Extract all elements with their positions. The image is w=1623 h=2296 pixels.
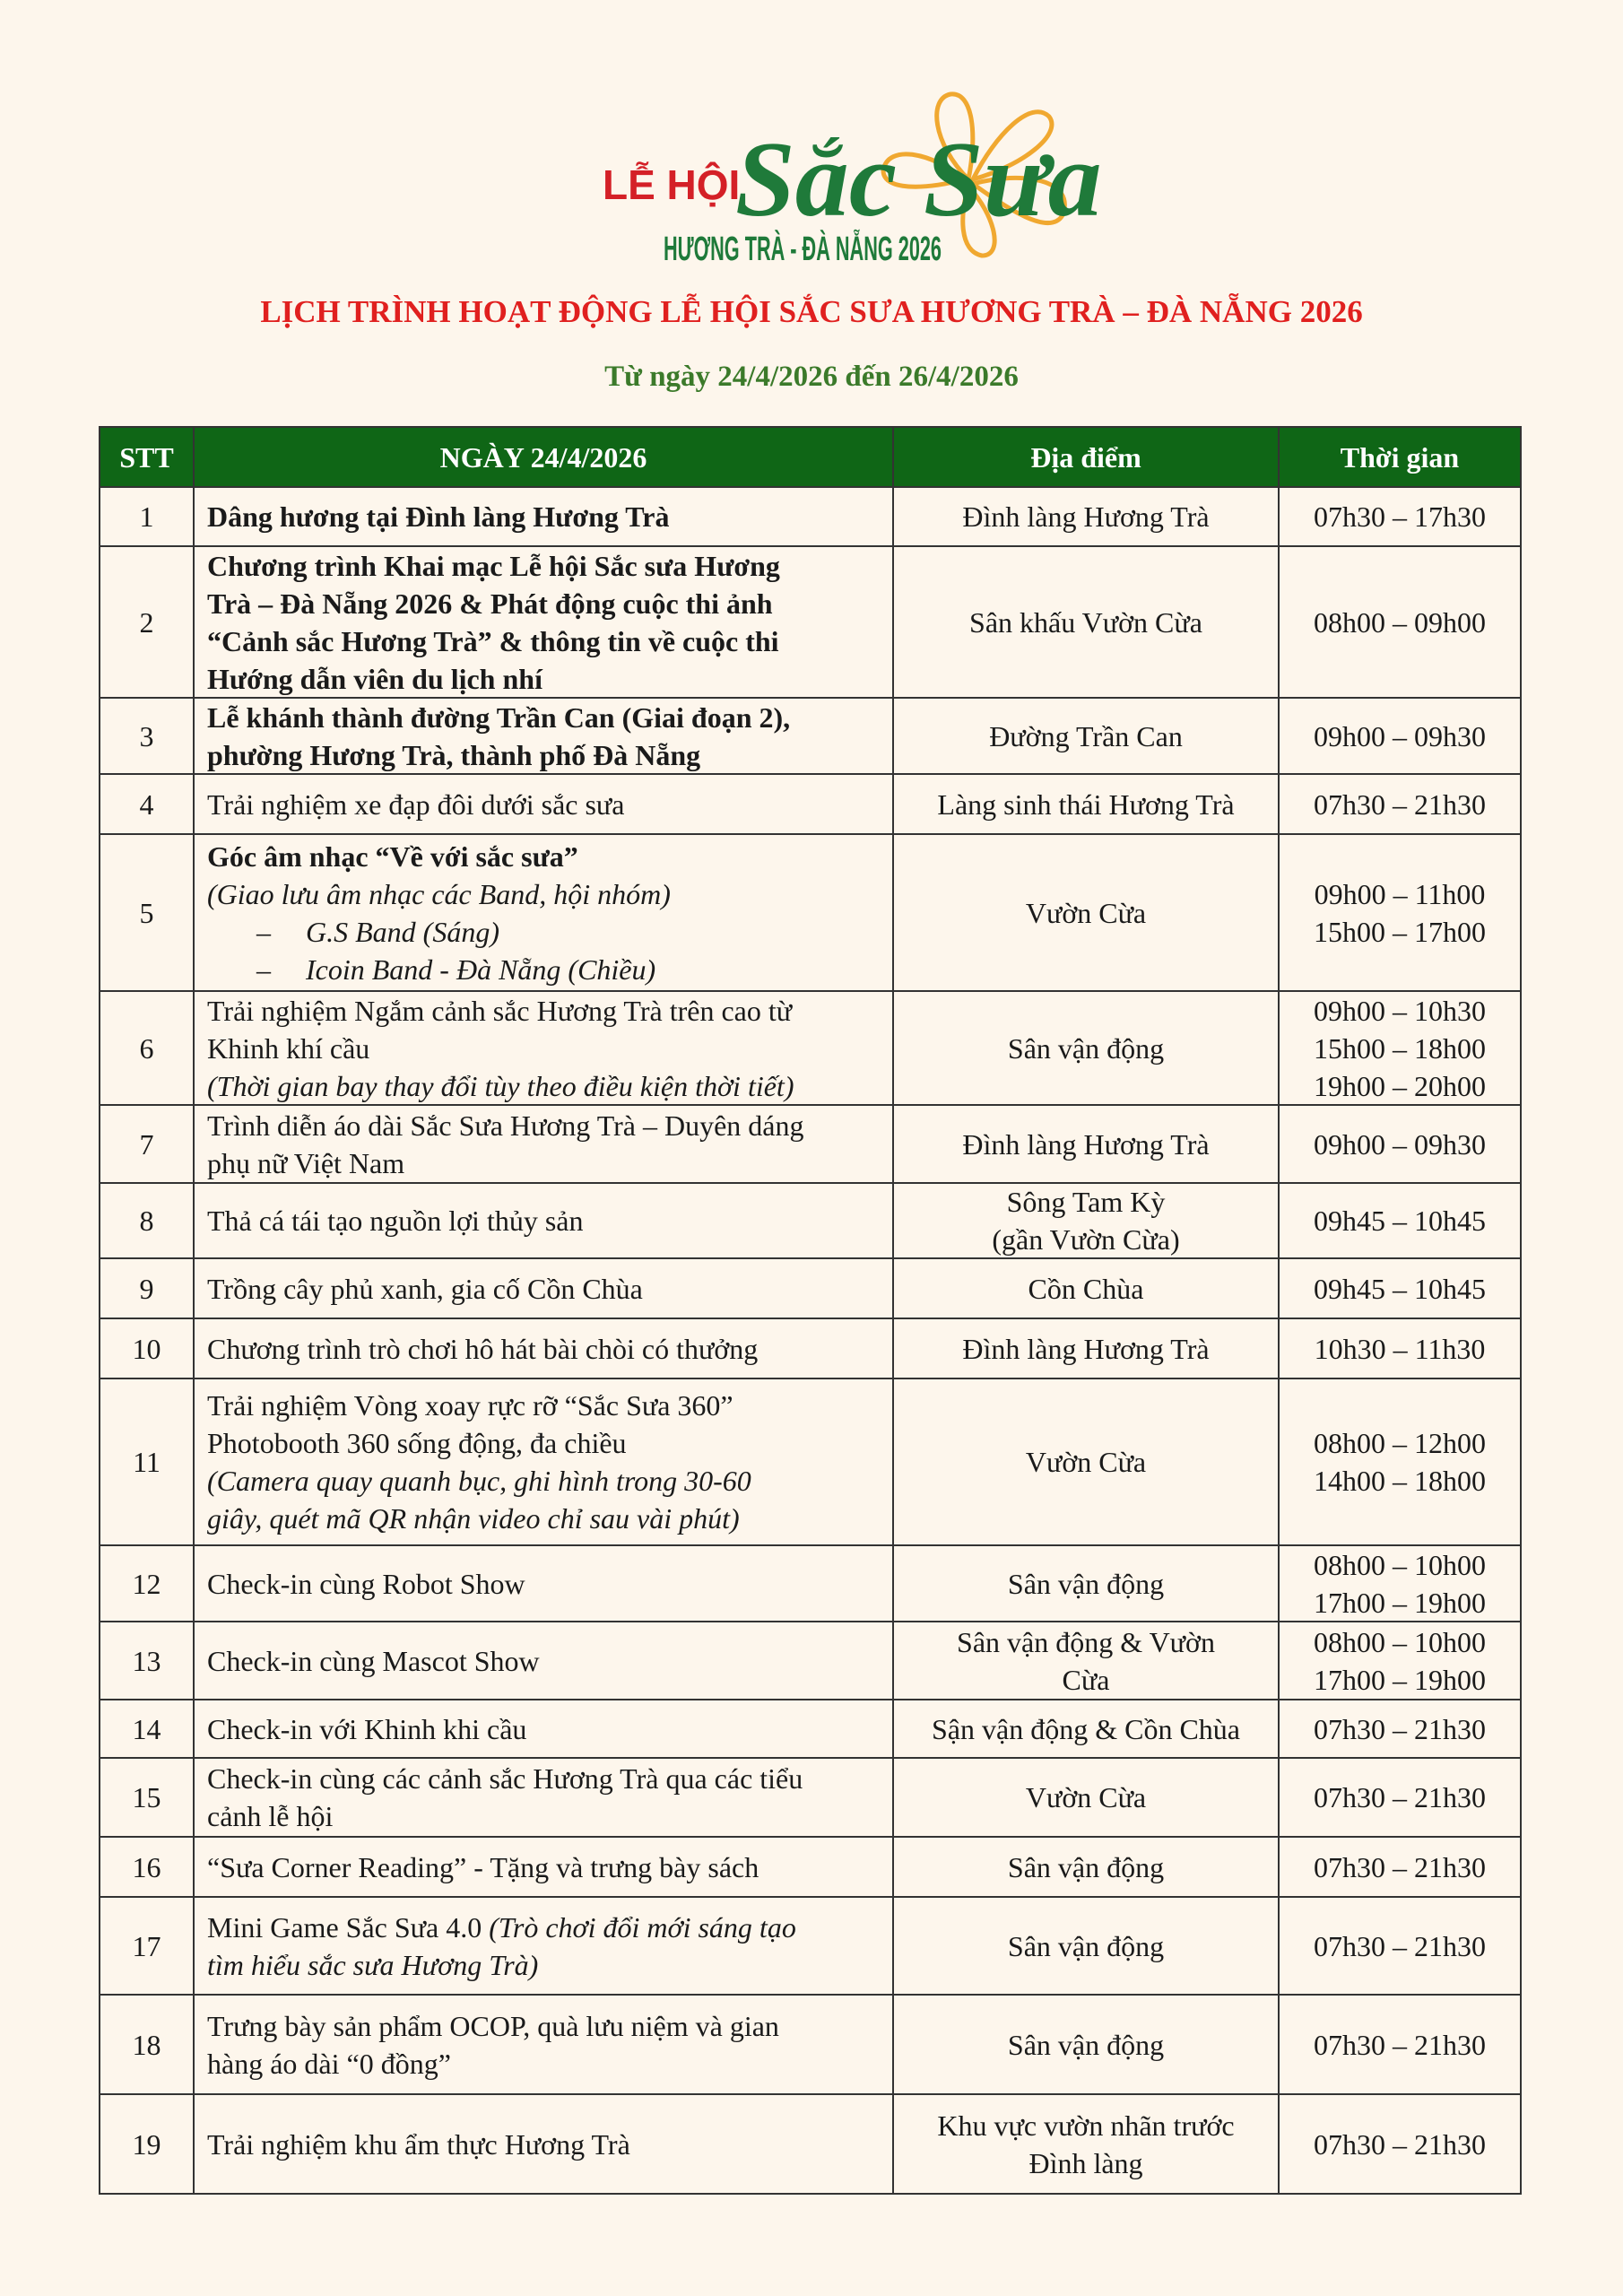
- time-range: 07h30 – 21h30: [1314, 2127, 1486, 2161]
- schedule-table: [99, 426, 1522, 2195]
- activity-cell: [193, 1759, 892, 1836]
- activity-line: [207, 1909, 880, 1946]
- time-cell: [1278, 992, 1520, 1104]
- time-range: 07h30 – 21h30: [1314, 1929, 1486, 1962]
- svg-text:LỄ HỘI: LỄ HỘI: [603, 161, 741, 208]
- activity-text: Thả cá tái tạo nguồn lợi thủy sản: [207, 1205, 584, 1237]
- activity-text: Trải nghiệm Vòng xoay rực rỡ “Sắc Sưa 360”: [207, 1389, 733, 1422]
- row-number: 2: [139, 605, 154, 639]
- time-range: 10h30 – 11h30: [1314, 1332, 1486, 1365]
- location-cell: [892, 1259, 1278, 1318]
- location-text: Đường Trần Can: [989, 719, 1183, 752]
- row-number: 3: [139, 719, 154, 752]
- activity-text: Trải nghiệm Ngắm cảnh sắc Hương Trà trên cao từ: [207, 994, 793, 1027]
- activity-cell: [193, 1996, 892, 2093]
- activity-list-item: [207, 953, 655, 986]
- activity-text: “Cảnh sắc Hương Trà” & thông tin về cuộc thi: [207, 624, 779, 657]
- location-cell: [892, 1996, 1278, 2093]
- header-location: Địa điểm: [892, 428, 1278, 486]
- time-range: 09h00 – 11h00: [1314, 877, 1486, 910]
- activity-line: [207, 660, 880, 698]
- location-cell: [892, 992, 1278, 1104]
- location-cell: [892, 1838, 1278, 1896]
- location-text: Sân vận động: [1007, 1567, 1165, 1600]
- time-cell: [1278, 1259, 1520, 1318]
- activity-line: [207, 1710, 880, 1748]
- time-range: 15h00 – 18h00: [1314, 1031, 1486, 1065]
- time-range: 09h00 – 09h30: [1314, 1127, 1486, 1161]
- activity-cell: [193, 1622, 892, 1699]
- time-cell: [1278, 1622, 1520, 1699]
- time-range: 07h30 – 21h30: [1314, 1850, 1486, 1883]
- activity-line: [207, 1144, 880, 1182]
- location-text: Đình làng Hương Trà: [962, 1127, 1210, 1161]
- time-range: 08h00 – 10h00: [1314, 1625, 1486, 1658]
- activity-text: “Sưa Corner Reading” - Tặng và trưng bày sách: [207, 1850, 759, 1883]
- activity-line: [207, 875, 880, 913]
- activity-line: [207, 1107, 880, 1144]
- activity-cell: [193, 1106, 892, 1182]
- activity-line: [207, 1642, 880, 1680]
- activity-text: Khinh khí cầu: [207, 1031, 370, 1065]
- location-text: Sân vận động & Vườn: [957, 1625, 1215, 1658]
- time-cell: [1278, 1106, 1520, 1182]
- header-date: NGÀY 24/4/2026: [193, 428, 892, 486]
- svg-text:HƯƠNG TRÀ - ĐÀ NẴNG 2026: HƯƠNG TRÀ - ĐÀ NẴNG 2026: [664, 230, 1151, 268]
- time-range: 07h30 – 21h30: [1314, 2028, 1486, 2061]
- row-number: 19: [132, 2127, 161, 2161]
- time-range: 08h00 – 10h00: [1314, 1548, 1486, 1581]
- table-row: [100, 833, 1520, 990]
- time-cell: [1278, 1996, 1520, 2093]
- location-text: Sân vận động: [1007, 1850, 1165, 1883]
- activity-line: [207, 2045, 880, 2083]
- row-number: 14: [132, 1712, 161, 1745]
- table-row: [100, 1836, 1520, 1896]
- table-row: [100, 990, 1520, 1104]
- location-text: Sân vận động: [1007, 2028, 1165, 2061]
- activity-text: giây, quét mã QR nhận video chỉ sau vài phút): [207, 1502, 740, 1535]
- activity-cell: [193, 547, 892, 697]
- table-row: [100, 1104, 1520, 1182]
- table-row: [100, 1699, 1520, 1757]
- time-range: 08h00 – 12h00: [1314, 1427, 1486, 1459]
- activity-cell: [193, 699, 892, 773]
- row-number: 17: [132, 1929, 161, 1962]
- activity-cell: [193, 835, 892, 990]
- dash-bullet-icon: –: [256, 952, 271, 986]
- time-range: 09h00 – 09h30: [1314, 719, 1486, 752]
- location-text: Sân khấu Vườn Cừa: [969, 605, 1202, 639]
- time-cell: [1278, 1700, 1520, 1757]
- location-cell: [892, 1898, 1278, 1994]
- activity-line: [207, 1946, 880, 1984]
- activity-text: cảnh lễ hội: [207, 1800, 334, 1832]
- row-number: 4: [139, 787, 154, 821]
- list-item-text: G.S Band (Sáng): [306, 915, 499, 948]
- activity-text: hàng áo dài “0 đồng”: [207, 2047, 451, 2080]
- time-range: 17h00 – 19h00: [1314, 1586, 1486, 1619]
- time-cell: [1278, 1184, 1520, 1257]
- location-text: Sân vận động: [1007, 1929, 1165, 1962]
- table-row: [100, 1621, 1520, 1699]
- row-number: 9: [139, 1272, 154, 1305]
- time-cell: [1278, 1759, 1520, 1836]
- page-title: LỊCH TRÌNH HOẠT ĐỘNG LỄ HỘI SẮC SƯA HƯƠNG TRÀ – ĐÀ NẴNG 2026: [260, 294, 1363, 329]
- activity-cell: [193, 488, 892, 545]
- location-cell: [892, 1319, 1278, 1378]
- activity-text: Trải nghiệm xe đạp đôi dưới sắc sưa: [207, 787, 625, 821]
- time-cell: [1278, 1898, 1520, 1994]
- activity-line: [207, 699, 880, 736]
- activity-list-item: [207, 916, 499, 948]
- location-cell: [892, 1106, 1278, 1182]
- activity-text: Check-in cùng Mascot Show: [207, 1644, 540, 1677]
- location-cell: [892, 488, 1278, 545]
- activity-line: [207, 1202, 880, 1239]
- activity-line: [207, 1848, 880, 1886]
- location-cell: [892, 1700, 1278, 1757]
- row-number: 6: [139, 1031, 154, 1065]
- row-number: 13: [132, 1644, 161, 1677]
- location-cell: [892, 775, 1278, 833]
- time-range: 09h45 – 10h45: [1314, 1272, 1486, 1305]
- activity-cell: [193, 775, 892, 833]
- location-text: Cồn Chùa: [1028, 1272, 1144, 1305]
- time-cell: [1278, 1546, 1520, 1621]
- activity-text: Trưng bày sản phẩm OCOP, quà lưu niệm và gian: [207, 2009, 779, 2042]
- activity-text: Hướng dẫn viên du lịch nhí: [207, 662, 542, 695]
- activity-text: Trà – Đà Nẵng 2026 & Phát động cuộc thi ảnh: [207, 587, 773, 620]
- location-text: Làng sinh thái Hương Trà: [937, 787, 1235, 821]
- location-cell: [892, 699, 1278, 773]
- table-row: [100, 697, 1520, 773]
- location-cell: [892, 1622, 1278, 1699]
- location-text: Đình làng: [1028, 2146, 1143, 2179]
- activity-text: Lễ khánh thành đường Trần Can (Giai đoạn 2),: [207, 700, 791, 734]
- time-cell: [1278, 1838, 1520, 1896]
- time-range: 14h00 – 18h00: [1314, 1465, 1486, 1497]
- time-range: 19h00 – 20h00: [1314, 1069, 1486, 1102]
- table-row: [100, 1318, 1520, 1378]
- table-row: [100, 486, 1520, 545]
- header-time: Thời gian: [1278, 428, 1520, 486]
- time-cell: [1278, 2095, 1520, 2193]
- activity-line: [207, 1270, 880, 1308]
- time-range: 09h00 – 10h30: [1314, 994, 1486, 1027]
- activity-cell: [193, 1700, 892, 1757]
- activity-cell: [193, 1319, 892, 1378]
- time-cell: [1278, 835, 1520, 990]
- activity-text: (Thời gian bay thay đổi tùy theo điều kiện thời tiết): [207, 1069, 794, 1102]
- activity-text: Trồng cây phủ xanh, gia cố Cồn Chùa: [207, 1272, 643, 1305]
- list-item-text: Icoin Band - Đà Nẵng (Chiều): [306, 952, 656, 986]
- activity-cell: [193, 992, 892, 1104]
- activity-line: [207, 1565, 880, 1603]
- table-row: [100, 1257, 1520, 1318]
- table-row: [100, 1994, 1520, 2093]
- header-stt: STT: [119, 440, 174, 474]
- row-number: 7: [139, 1127, 154, 1161]
- table-row: [100, 1378, 1520, 1544]
- activity-cell: [193, 2095, 892, 2193]
- activity-line: [207, 622, 880, 660]
- time-range: 09h45 – 10h45: [1314, 1205, 1486, 1237]
- time-range: 17h00 – 19h00: [1314, 1663, 1486, 1696]
- time-cell: [1278, 699, 1520, 773]
- activity-line: [207, 736, 880, 774]
- activity-text: Mini Game Sắc Sưa 4.0: [207, 1910, 490, 1944]
- activity-line: [207, 498, 880, 535]
- activity-line: [207, 547, 880, 585]
- activity-cell: [193, 1184, 892, 1257]
- activity-line: [207, 786, 880, 823]
- location-cell: [892, 2095, 1278, 2193]
- location-text: Vườn Cừa: [1025, 1781, 1147, 1813]
- activity-text: Trải nghiệm khu ẩm thực Hương Trà: [207, 2127, 630, 2161]
- row-number: 5: [139, 896, 154, 929]
- location-text: Sận vận động & Cồn Chùa: [932, 1712, 1240, 1745]
- row-number: 12: [132, 1567, 161, 1600]
- time-range: 08h00 – 09h00: [1314, 605, 1486, 639]
- activity-cell: [193, 1838, 892, 1896]
- time-cell: [1278, 547, 1520, 697]
- activity-text: Check-in cùng Robot Show: [207, 1567, 525, 1600]
- table-header: [100, 428, 1520, 486]
- time-cell: [1278, 1379, 1520, 1544]
- activity-line: [207, 1387, 880, 1424]
- activity-line: [207, 1462, 880, 1500]
- location-text: Sân vận động: [1007, 1031, 1165, 1065]
- activity-line: [207, 1760, 880, 1797]
- row-number: 8: [139, 1205, 154, 1237]
- activity-line: [207, 838, 880, 875]
- location-text: Vườn Cừa: [1025, 1446, 1147, 1478]
- time-cell: [1278, 775, 1520, 833]
- activity-cell: [193, 1259, 892, 1318]
- row-number: 15: [132, 1781, 161, 1813]
- activity-cell: [193, 1898, 892, 1994]
- activity-line: [207, 992, 880, 1030]
- activity-text: tìm hiểu sắc sưa Hương Trà): [207, 1948, 539, 1981]
- activity-text: Chương trình trò chơi hô hát bài chòi có thưởng: [207, 1332, 759, 1365]
- activity-line: [207, 1330, 880, 1368]
- activity-line: [207, 1067, 880, 1105]
- location-cell: [892, 1546, 1278, 1621]
- activity-text: Dâng hương tại Đình làng Hương Trà: [207, 500, 670, 533]
- festival-logo: [574, 81, 1151, 278]
- activity-text: Góc âm nhạc “Về với sắc sưa”: [207, 839, 578, 873]
- date-range: Từ ngày 24/4/2026 đến 26/4/2026: [604, 361, 1019, 393]
- activity-text: phường Hương Trà, thành phố Đà Nẵng: [207, 738, 701, 771]
- location-cell: [892, 835, 1278, 990]
- location-cell: [892, 1759, 1278, 1836]
- activity-text: Check-in với Khinh khi cầu: [207, 1712, 527, 1745]
- table-row: [100, 545, 1520, 697]
- row-number: 1: [139, 500, 154, 533]
- location-text: Sông Tam Kỳ: [1006, 1186, 1166, 1218]
- row-number: 18: [132, 2028, 161, 2061]
- location-cell: [892, 1184, 1278, 1257]
- activity-text: (Giao lưu âm nhạc các Band, hội nhóm): [207, 877, 671, 910]
- activity-text: phụ nữ Việt Nam: [207, 1146, 405, 1179]
- activity-line: [207, 913, 880, 951]
- location-text: Vườn Cừa: [1025, 896, 1147, 929]
- row-number: 10: [132, 1332, 161, 1365]
- svg-text:Sắc Sưa: Sắc Sưa: [735, 119, 1102, 239]
- table-row: [100, 773, 1520, 833]
- activity-text: (Trò chơi đổi mới sáng tạo: [489, 1910, 796, 1944]
- activity-text: (Camera quay quanh bục, ghi hình trong 30-60: [207, 1465, 751, 1497]
- activity-line: [207, 2126, 880, 2163]
- activity-line: [207, 2007, 880, 2045]
- dash-bullet-icon: –: [256, 915, 271, 948]
- table-row: [100, 1544, 1520, 1621]
- row-number: 11: [133, 1446, 161, 1478]
- activity-text: Check-in cùng các cảnh sắc Hương Trà qua các tiểu: [207, 1762, 803, 1795]
- activity-text: Chương trình Khai mạc Lễ hội Sắc sưa Hương: [207, 549, 780, 582]
- time-range: 07h30 – 21h30: [1314, 1781, 1486, 1813]
- time-range: 07h30 – 21h30: [1314, 1712, 1486, 1745]
- activity-cell: [193, 1546, 892, 1621]
- activity-cell: [193, 1379, 892, 1544]
- activity-line: [207, 951, 880, 988]
- location-text: Khu vực vườn nhãn trước: [937, 2109, 1235, 2142]
- activity-line: [207, 585, 880, 622]
- time-range: 15h00 – 17h00: [1314, 915, 1486, 948]
- activity-line: [207, 1424, 880, 1462]
- location-text: Đình làng Hương Trà: [962, 1332, 1210, 1365]
- time-cell: [1278, 488, 1520, 545]
- table-row: [100, 2093, 1520, 2193]
- activity-text: Photobooth 360 sống động, đa chiều: [207, 1427, 627, 1459]
- row-number: 16: [132, 1850, 161, 1883]
- time-range: 07h30 – 17h30: [1314, 500, 1486, 533]
- table-row: [100, 1757, 1520, 1836]
- time-range: 07h30 – 21h30: [1314, 787, 1486, 821]
- location-cell: [892, 547, 1278, 697]
- activity-line: [207, 1797, 880, 1835]
- time-cell: [1278, 1319, 1520, 1378]
- location-text: (gần Vườn Cừa): [992, 1223, 1180, 1256]
- table-row: [100, 1182, 1520, 1257]
- table-row: [100, 1896, 1520, 1994]
- location-cell: [892, 1379, 1278, 1544]
- location-text: Cừa: [1062, 1663, 1110, 1696]
- location-text: Đình làng Hương Trà: [962, 500, 1210, 533]
- activity-line: [207, 1500, 880, 1537]
- activity-line: [207, 1030, 880, 1067]
- activity-text: Trình diễn áo dài Sắc Sưa Hương Trà – Duyên dáng: [207, 1109, 804, 1142]
